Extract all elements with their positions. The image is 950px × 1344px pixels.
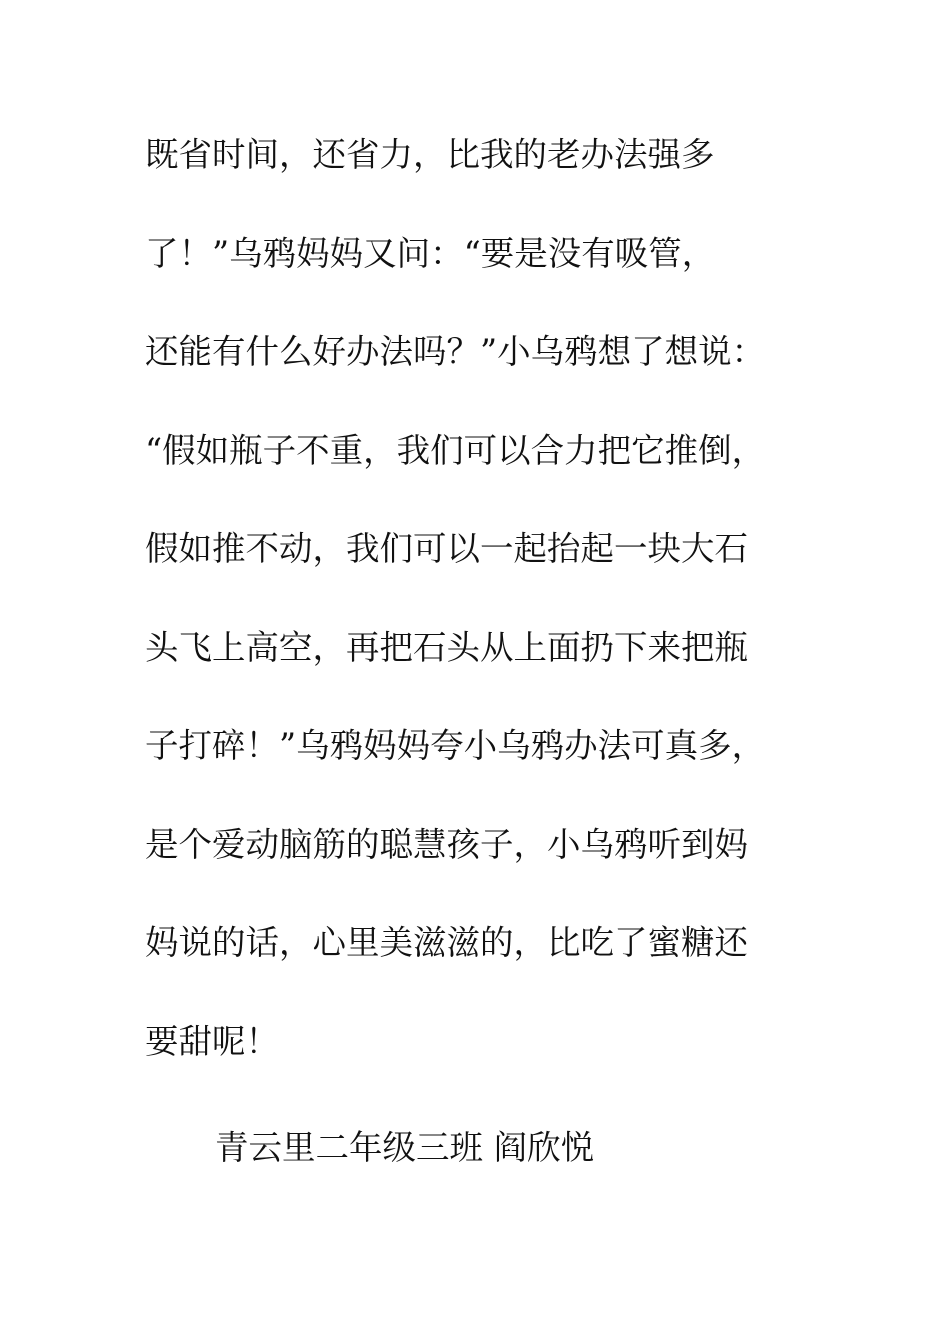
text-line: 子打碎！”乌鸦妈妈夸小乌鸦办法可真多， (145, 726, 766, 765)
story-text (145, 125, 825, 1110)
author-signature: 青云里二年级三班 阎欣悦 (215, 1128, 595, 1167)
text-line: “假如瓶子不重，我们可以合力把它推倒， (145, 430, 766, 470)
text-line: 了！”乌鸦妈妈又问：“要是没有吸管， (145, 233, 716, 273)
text-line: 既省时间，还省力，比我的老办法强多 (145, 135, 715, 174)
text-line: 要甜呢！ (145, 1021, 279, 1061)
text-line: 妈说的话，心里美滋滋的，比吃了蜜糖还 (145, 923, 748, 962)
text-line: 还能有什么好办法吗？”小乌鸦想了想说： (145, 332, 766, 371)
text-line: 头飞上高空，再把石头从上面扔下来把瓶 (145, 627, 748, 667)
text-line: 假如推不动，我们可以一起抬起一块大石 (145, 529, 748, 568)
text-line: 是个爱动脑筋的聪慧孩子，小乌鸦听到妈 (145, 824, 748, 864)
